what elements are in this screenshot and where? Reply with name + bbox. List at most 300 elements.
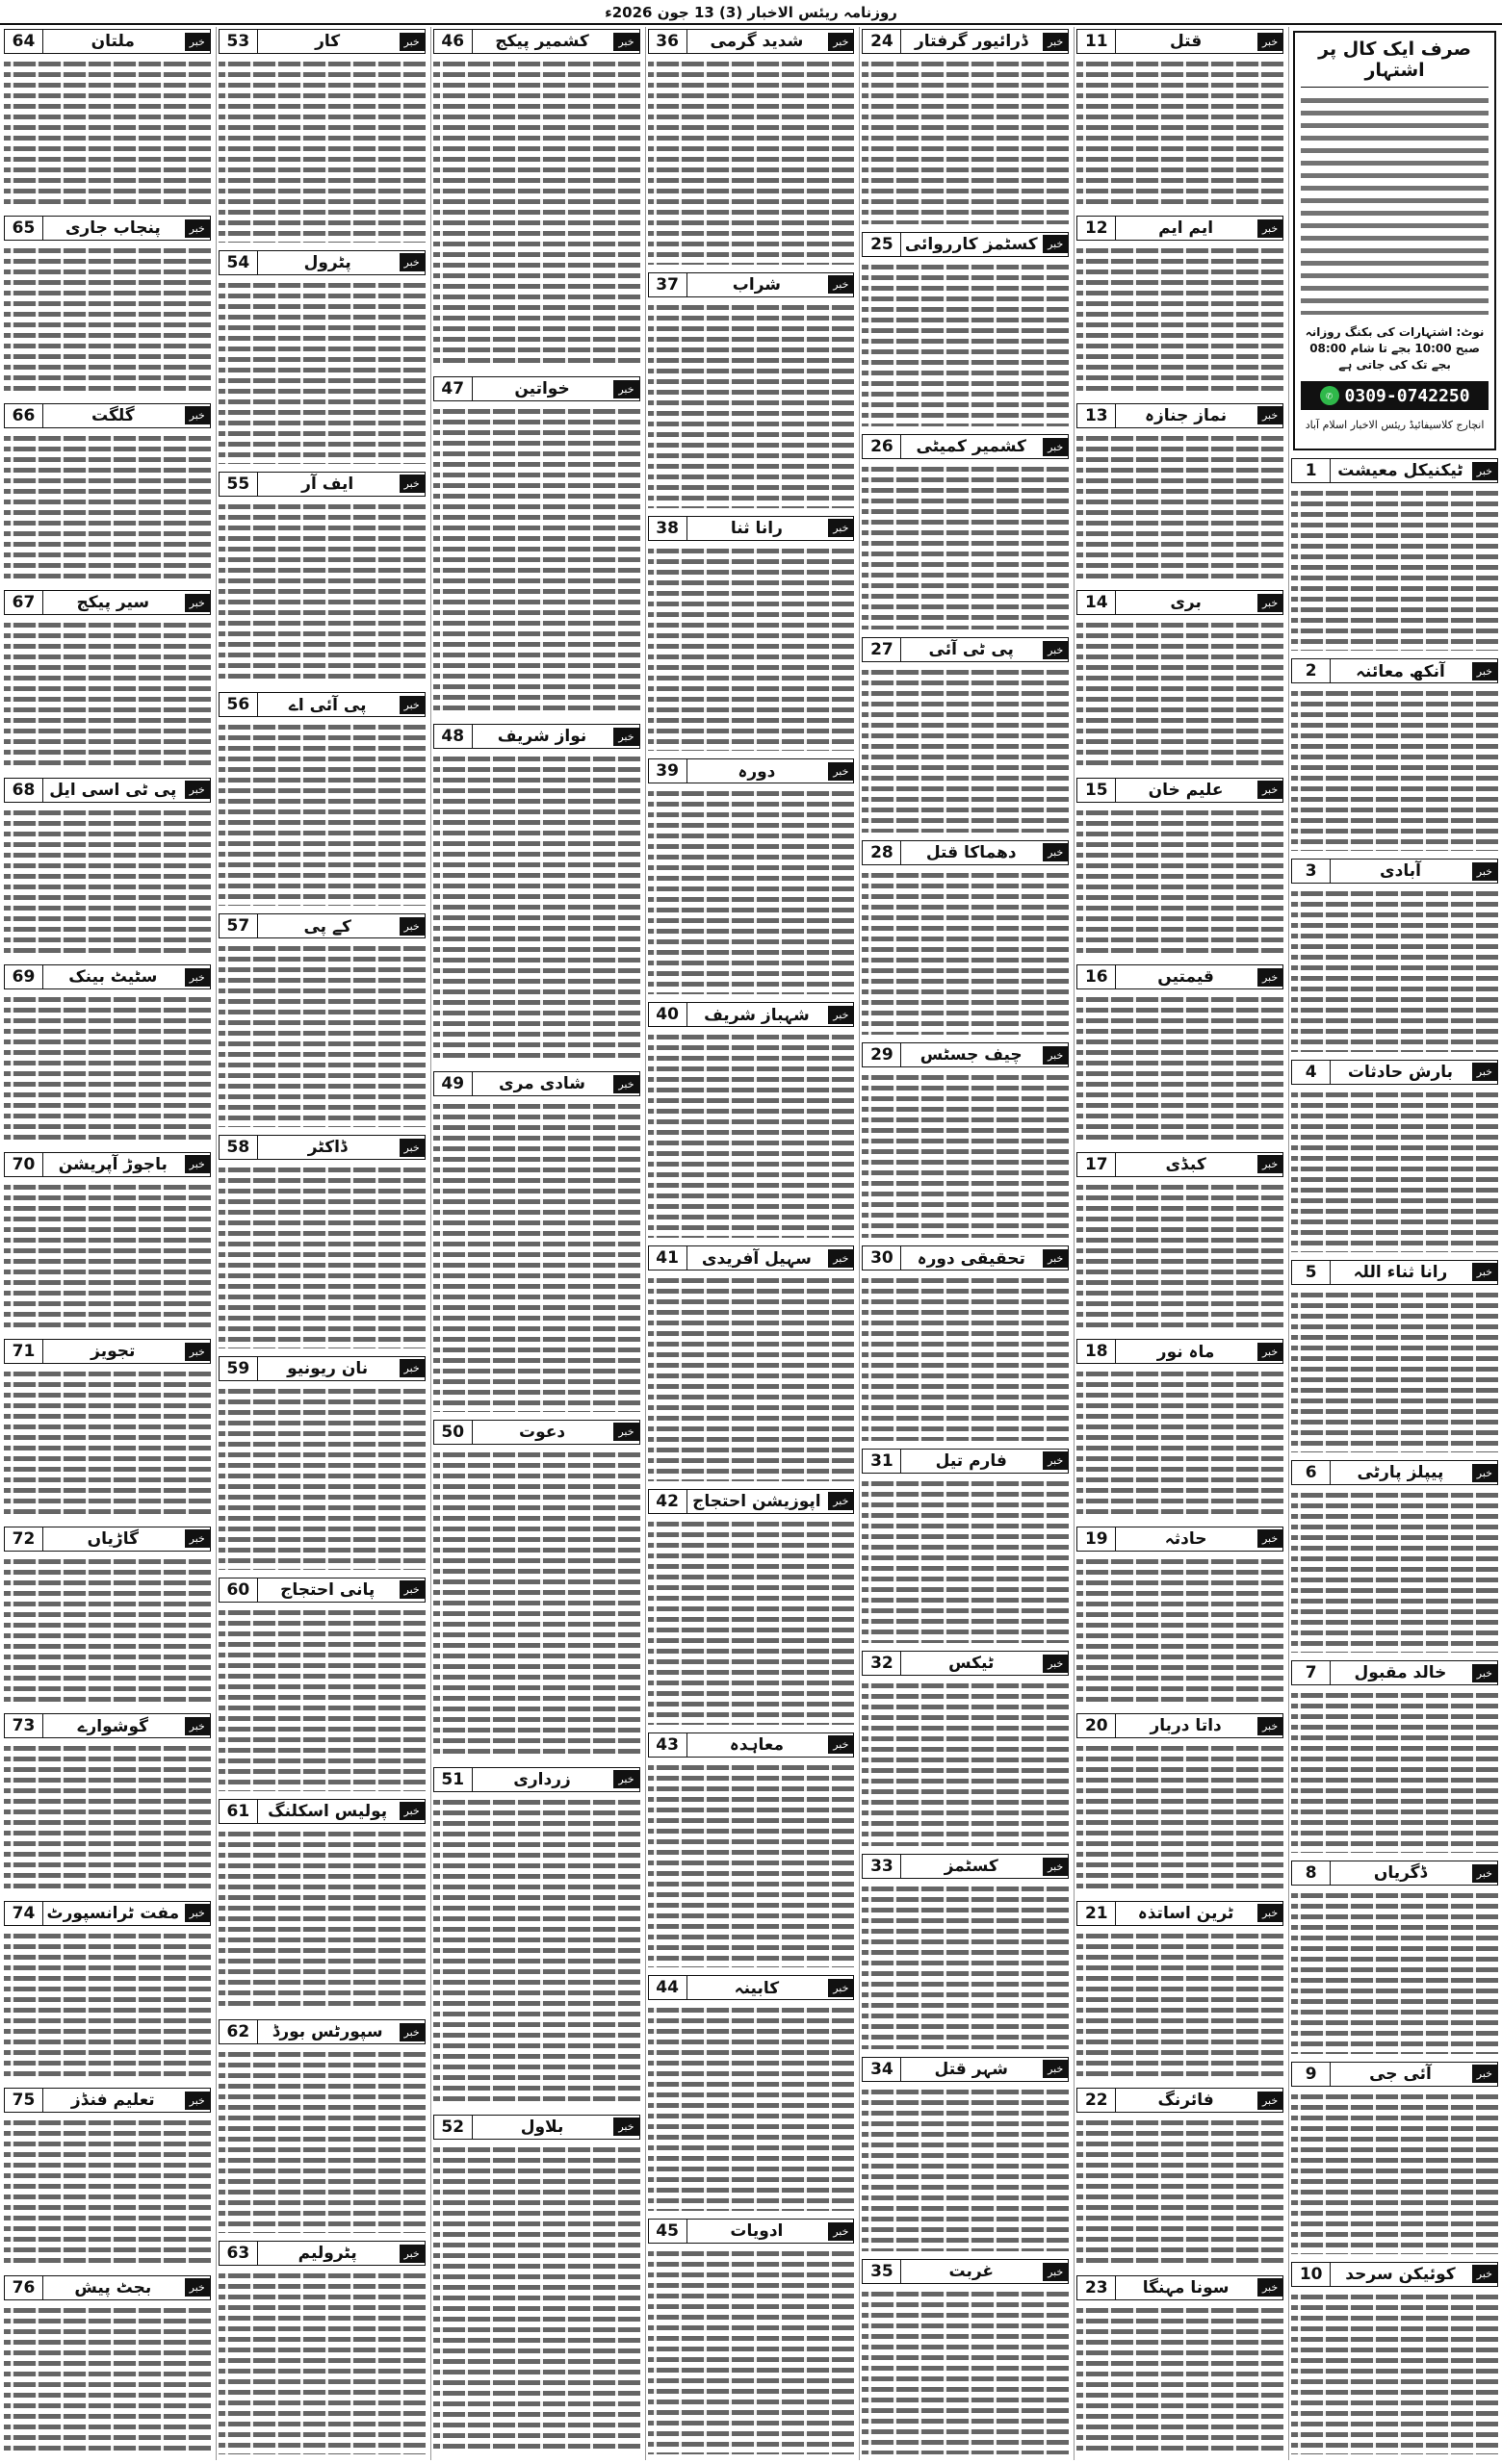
story-tag: خبر (1472, 1263, 1497, 1281)
news-story (1076, 2275, 1283, 2456)
news-story (862, 2259, 1069, 2456)
story-body-text (4, 1181, 211, 1331)
story-number: 10 (1292, 2263, 1331, 2286)
story-body-text (862, 1883, 1069, 2049)
story-keyword: پی ٹی آئی (928, 640, 1014, 659)
story-number: 74 (5, 1902, 43, 1925)
news-story (4, 216, 211, 397)
story-number: 49 (434, 1072, 473, 1095)
story-keyword: ڈاکٹر (307, 1138, 348, 1158)
news-story (433, 376, 640, 718)
story-heading-bar (648, 758, 855, 783)
story-tag: خبر (185, 1717, 210, 1735)
story-keyword: پیپلز پارٹی (1357, 1463, 1444, 1482)
news-story (219, 1799, 426, 2015)
news-story (4, 1152, 211, 1333)
story-keyword: پٹرولیم (298, 2244, 357, 2264)
story-body-text (648, 301, 855, 508)
story-keyword: پولیس اسکلنگ (268, 1801, 388, 1821)
news-story (862, 1449, 1069, 1646)
news-story (1076, 964, 1283, 1145)
story-keyword: شدید گرمی (710, 32, 804, 51)
story-tag: خبر (1257, 968, 1282, 987)
news-story (1076, 2088, 1283, 2269)
story-body-text (433, 405, 640, 716)
whatsapp-icon: ✆ (1320, 386, 1339, 405)
story-number: 64 (5, 30, 43, 53)
story-tag: خبر (1472, 2065, 1497, 2083)
news-story (1291, 1861, 1498, 2055)
story-keyword: ٹیکس (948, 1654, 995, 1674)
news-story (433, 1767, 640, 2109)
story-heading-bar (433, 724, 640, 749)
story-tag: خبر (1257, 2278, 1282, 2297)
news-story (862, 637, 1069, 834)
story-number: 9 (1292, 2063, 1331, 2086)
news-story (1291, 458, 1498, 653)
story-body-text (1076, 2117, 1283, 2267)
story-keyword: مفت ٹرانسپورٹ (46, 1903, 180, 1923)
news-story (1076, 590, 1283, 771)
story-tag: خبر (185, 781, 210, 799)
story-body-text (219, 1828, 426, 2013)
story-body-text (648, 787, 855, 994)
story-body-text (433, 1796, 640, 2107)
story-heading-bar (1076, 1339, 1283, 1364)
news-story (1076, 29, 1283, 210)
story-heading-bar (4, 1152, 211, 1177)
story-keyword: ڈرائیور گرفتار (914, 32, 1028, 51)
story-keyword: ایف آر (301, 474, 354, 494)
story-heading-bar (4, 403, 211, 428)
story-number: 36 (649, 30, 687, 53)
story-number: 48 (434, 725, 473, 748)
story-keyword: پی آئی اے (288, 695, 367, 715)
story-number: 39 (649, 759, 687, 783)
story-body-text (862, 869, 1069, 1036)
news-story (1291, 1060, 1498, 1254)
story-keyword: تحقیقی دورہ (917, 1248, 1025, 1269)
story-number: 12 (1077, 217, 1116, 240)
story-heading-bar (219, 2241, 426, 2266)
news-story (219, 472, 426, 687)
story-tag: خبر (400, 2023, 425, 2041)
story-heading-bar (1076, 29, 1283, 54)
story-number: 42 (649, 1490, 687, 1513)
story-body-text (1076, 1181, 1283, 1331)
news-story (648, 1245, 855, 1483)
story-body-text (1291, 687, 1498, 851)
news-story (219, 250, 426, 466)
story-tag: خبر (185, 1529, 210, 1548)
story-tag: خبر (1043, 843, 1068, 861)
story-tag: خبر (828, 1006, 853, 1024)
story-tag: خبر (1043, 1451, 1068, 1470)
story-tag: خبر (185, 1343, 210, 1361)
story-body-text (648, 1031, 855, 1238)
story-keyword: پنجاب جاری (65, 218, 161, 239)
news-story (862, 2057, 1069, 2254)
story-tag: خبر (613, 380, 638, 398)
story-body-text (862, 1680, 1069, 1846)
story-number: 59 (220, 1357, 258, 1380)
news-story (4, 1713, 211, 1894)
story-tag: خبر (1257, 219, 1282, 238)
story-number: 28 (863, 841, 901, 864)
story-body-text (4, 993, 211, 1143)
story-heading-bar (219, 472, 426, 497)
story-tag: خبر (1043, 235, 1068, 253)
story-heading-bar (648, 516, 855, 541)
story-body-text (4, 58, 211, 208)
story-tag: خبر (1043, 1249, 1068, 1268)
story-keyword: ڈگریاں (1373, 1863, 1428, 1884)
story-keyword: فائرنگ (1157, 2091, 1214, 2111)
story-keyword: خالد مقبول (1354, 1663, 1447, 1683)
story-heading-bar (1076, 1713, 1283, 1738)
news-story (648, 758, 855, 996)
story-body-text (1291, 887, 1498, 1051)
story-tag: خبر (1472, 662, 1497, 680)
story-heading-bar (648, 1732, 855, 1758)
story-keyword: ایم ایم (1158, 218, 1214, 239)
news-story (4, 29, 211, 210)
story-body-text (4, 1930, 211, 2080)
news-story (219, 913, 426, 1129)
story-number: 25 (863, 233, 901, 256)
story-number: 3 (1292, 860, 1331, 883)
story-keyword: رانا ثنا (730, 518, 783, 538)
story-keyword: گاڑیاں (87, 1528, 139, 1549)
story-keyword: نماز جنازہ (1145, 406, 1228, 426)
news-story (1076, 403, 1283, 584)
column-2 (1074, 27, 1285, 2460)
story-body-text (1076, 993, 1283, 1143)
story-keyword: ادویات (730, 2221, 784, 2242)
story-body-text (862, 1071, 1069, 1238)
news-story (4, 964, 211, 1145)
story-keyword: نان ریونیو (287, 1358, 369, 1378)
story-body-text (1291, 1689, 1498, 1853)
story-body-text (1076, 807, 1283, 957)
story-number: 31 (863, 1450, 901, 1473)
story-heading-bar (219, 913, 426, 938)
story-body-text (433, 1100, 640, 1411)
story-heading-bar (4, 778, 211, 803)
column-3 (859, 27, 1071, 2460)
story-heading-bar (1076, 778, 1283, 803)
story-body-text (4, 244, 211, 395)
story-heading-bar (433, 376, 640, 401)
story-body-text (4, 1742, 211, 1892)
story-number: 7 (1292, 1661, 1331, 1684)
story-heading-bar (862, 29, 1069, 54)
story-body-text (648, 545, 855, 752)
story-body-text (219, 279, 426, 464)
news-story (4, 2275, 211, 2456)
story-tag: خبر (613, 1770, 638, 1788)
story-heading-bar (4, 1901, 211, 1926)
classified-advert (1293, 31, 1496, 450)
story-keyword: باجوڑ آپریشن (58, 1154, 168, 1174)
story-body-text (1076, 1930, 1283, 2080)
story-number: 24 (863, 30, 901, 53)
story-tag: خبر (400, 1139, 425, 1157)
news-story (1076, 778, 1283, 959)
story-body-text (862, 2288, 1069, 2454)
story-heading-bar (219, 1799, 426, 1824)
story-tag: خبر (1043, 33, 1068, 51)
story-tag: خبر (613, 33, 638, 51)
news-story (1291, 2062, 1498, 2256)
story-keyword: آنکھ معائنہ (1356, 661, 1445, 681)
news-story (4, 590, 211, 771)
advert-note: نوٹ: اشتہارات کی بکنگ روزانہ صبح 10:00 بجے تا شام 08:00 بجے تک کی جاتی ہے (1305, 325, 1485, 372)
story-number: 62 (220, 2020, 258, 2043)
story-keyword: ملتان (91, 32, 135, 51)
story-number: 4 (1292, 1061, 1331, 1084)
story-heading-bar (4, 1339, 211, 1364)
story-tag: خبر (185, 594, 210, 612)
story-heading-bar (1076, 2275, 1283, 2300)
story-number: 13 (1077, 404, 1116, 427)
story-keyword: بارش حادثات (1347, 1062, 1454, 1082)
story-body-text (648, 1518, 855, 1725)
news-story (648, 1732, 855, 1970)
story-number: 19 (1077, 1527, 1116, 1551)
story-number: 15 (1077, 779, 1116, 802)
story-heading-bar (219, 1578, 426, 1603)
story-body-text (219, 2270, 426, 2454)
column-5 (430, 27, 642, 2460)
story-number: 41 (649, 1246, 687, 1270)
story-keyword: فارم تیل (935, 1450, 1007, 1471)
news-story (862, 1854, 1069, 2051)
story-body-text (862, 1274, 1069, 1441)
story-heading-bar (862, 637, 1069, 662)
story-heading-bar (648, 272, 855, 297)
story-heading-bar (648, 1002, 855, 1027)
story-body-text (862, 2086, 1069, 2252)
story-body-text (219, 1606, 426, 1791)
story-keyword: دعوت (518, 1422, 566, 1442)
story-tag: خبر (1043, 438, 1068, 456)
story-number: 33 (863, 1855, 901, 1878)
story-number: 20 (1077, 1714, 1116, 1737)
advert-title: صرف ایک کال پر اشتہار (1301, 38, 1489, 88)
story-keyword: کبڈی (1165, 1154, 1206, 1174)
story-body-text (862, 463, 1069, 629)
story-heading-bar (648, 2219, 855, 2244)
story-number: 66 (5, 404, 43, 427)
story-keyword: سٹیٹ بینک (68, 967, 158, 988)
story-tag: خبر (1043, 1655, 1068, 1673)
story-tag: خبر (1472, 462, 1497, 480)
story-heading-bar (219, 1356, 426, 1381)
story-keyword: کے پی (303, 916, 351, 937)
news-story (862, 1042, 1069, 1240)
story-tag: خبر (1257, 1717, 1282, 1735)
story-heading-bar (862, 2259, 1069, 2284)
story-body-text (1076, 244, 1283, 395)
story-keyword: پٹرول (303, 252, 351, 272)
story-heading-bar (433, 1767, 640, 1792)
story-keyword: نواز شریف (497, 727, 587, 747)
story-tag: خبر (1043, 2263, 1068, 2281)
news-story (1076, 1339, 1283, 1520)
story-heading-bar (433, 2115, 640, 2140)
story-number: 72 (5, 1527, 43, 1551)
story-body-text (219, 721, 426, 906)
story-body-text (1076, 1555, 1283, 1706)
story-heading-bar (4, 216, 211, 241)
story-heading-bar (219, 1135, 426, 1160)
story-tag: خبر (1472, 1464, 1497, 1482)
news-story (648, 2219, 855, 2456)
story-tag: خبر (1043, 1858, 1068, 1876)
story-tag: خبر (185, 406, 210, 424)
story-tag: خبر (828, 1492, 853, 1510)
story-number: 69 (5, 965, 43, 988)
story-number: 45 (649, 2220, 687, 2243)
story-tag: خبر (1472, 1063, 1497, 1081)
story-number: 68 (5, 779, 43, 802)
story-tag: خبر (185, 219, 210, 238)
story-number: 5 (1292, 1261, 1331, 1284)
story-keyword: بجٹ پیش (74, 2277, 152, 2297)
story-number: 34 (863, 2058, 901, 2081)
story-keyword: گوشوارے (77, 1716, 149, 1736)
story-keyword: قیمتیں (1157, 967, 1214, 988)
news-story (1076, 216, 1283, 397)
story-number: 27 (863, 638, 901, 661)
story-keyword: کشمیر کمیٹی (916, 437, 1026, 457)
story-tag: خبر (400, 253, 425, 271)
story-body-text (1291, 2291, 1498, 2454)
story-tag: خبر (1257, 1343, 1282, 1361)
story-tag: خبر (185, 33, 210, 51)
story-tag: خبر (828, 275, 853, 294)
story-number: 21 (1077, 1902, 1116, 1925)
story-tag: خبر (185, 2092, 210, 2110)
news-story (219, 29, 426, 244)
story-heading-bar (219, 250, 426, 275)
story-tag: خبر (1043, 2060, 1068, 2078)
story-body-text (862, 58, 1069, 224)
story-keyword: خواتین (514, 379, 570, 399)
news-story (219, 2241, 426, 2456)
story-heading-bar (1076, 1152, 1283, 1177)
story-tag: خبر (613, 2118, 638, 2136)
story-keyword: شادی مری (499, 1074, 586, 1094)
story-heading-bar (4, 29, 211, 54)
story-number: 56 (220, 693, 258, 716)
story-tag: خبر (1472, 862, 1497, 881)
story-heading-bar (862, 1245, 1069, 1270)
news-story (1291, 2262, 1498, 2456)
story-tag: خبر (1043, 641, 1068, 659)
story-keyword: آبادی (1380, 861, 1421, 882)
story-body-text (1291, 487, 1498, 651)
story-body-text (4, 1368, 211, 1518)
story-number: 52 (434, 2116, 473, 2139)
news-story (1291, 1460, 1498, 1655)
story-keyword: زرداری (513, 1769, 571, 1789)
story-keyword: قتل (1169, 32, 1203, 51)
news-story (862, 1651, 1069, 1848)
news-story (219, 1578, 426, 1793)
news-story (4, 1339, 211, 1520)
news-story (4, 1527, 211, 1707)
story-number: 50 (434, 1421, 473, 1444)
story-keyword: بری (1170, 593, 1202, 613)
news-story (4, 403, 211, 584)
story-tag: خبر (400, 1580, 425, 1599)
story-heading-bar (1076, 590, 1283, 615)
news-story (862, 29, 1069, 226)
story-heading-bar (1291, 458, 1498, 483)
story-body-text (648, 1761, 855, 1968)
story-heading-bar (1291, 1460, 1498, 1485)
story-heading-bar (1076, 2088, 1283, 2113)
story-tag: خبر (613, 728, 638, 746)
news-story (1076, 1901, 1283, 2082)
story-body-text (1076, 58, 1283, 208)
news-story (1291, 1660, 1498, 1855)
story-body-text (433, 753, 640, 1064)
news-story (862, 840, 1069, 1038)
story-number: 29 (863, 1043, 901, 1066)
news-story (862, 1245, 1069, 1443)
story-tag: خبر (185, 1904, 210, 1922)
story-number: 76 (5, 2276, 43, 2299)
story-keyword: شراب (732, 274, 781, 295)
news-story (1076, 1152, 1283, 1333)
story-number: 38 (649, 517, 687, 540)
story-number: 61 (220, 1800, 258, 1823)
story-keyword: ٹرین اساتذہ (1137, 1904, 1234, 1924)
news-story (433, 1420, 640, 1761)
story-heading-bar (433, 1071, 640, 1096)
story-tag: خبر (1257, 406, 1282, 424)
story-heading-bar (1076, 403, 1283, 428)
story-heading-bar (4, 2275, 211, 2300)
story-number: 73 (5, 1714, 43, 1737)
story-keyword: سونا مہنگا (1142, 2278, 1230, 2298)
story-tag: خبر (1257, 1904, 1282, 1922)
news-story (219, 692, 426, 908)
story-heading-bar (219, 2019, 426, 2044)
story-body-text (219, 942, 426, 1127)
story-body-text (4, 432, 211, 582)
story-number: 47 (434, 377, 473, 400)
news-story (648, 1002, 855, 1240)
story-tag: خبر (1257, 2092, 1282, 2110)
story-number: 60 (220, 1578, 258, 1602)
advert-footer: انچارج کلاسیفائیڈ ریئس الاخبار اسلام آباد (1305, 419, 1485, 431)
story-body-text (862, 666, 1069, 833)
advert-body-text (1301, 93, 1489, 315)
story-number: 43 (649, 1733, 687, 1757)
story-heading-bar (648, 1489, 855, 1514)
news-story (1291, 658, 1498, 853)
story-body-text (219, 58, 426, 243)
story-number: 17 (1077, 1153, 1116, 1176)
story-body-text (862, 261, 1069, 427)
story-number: 70 (5, 1153, 43, 1176)
advert-phone[interactable] (1301, 381, 1489, 410)
story-body-text (4, 2117, 211, 2267)
